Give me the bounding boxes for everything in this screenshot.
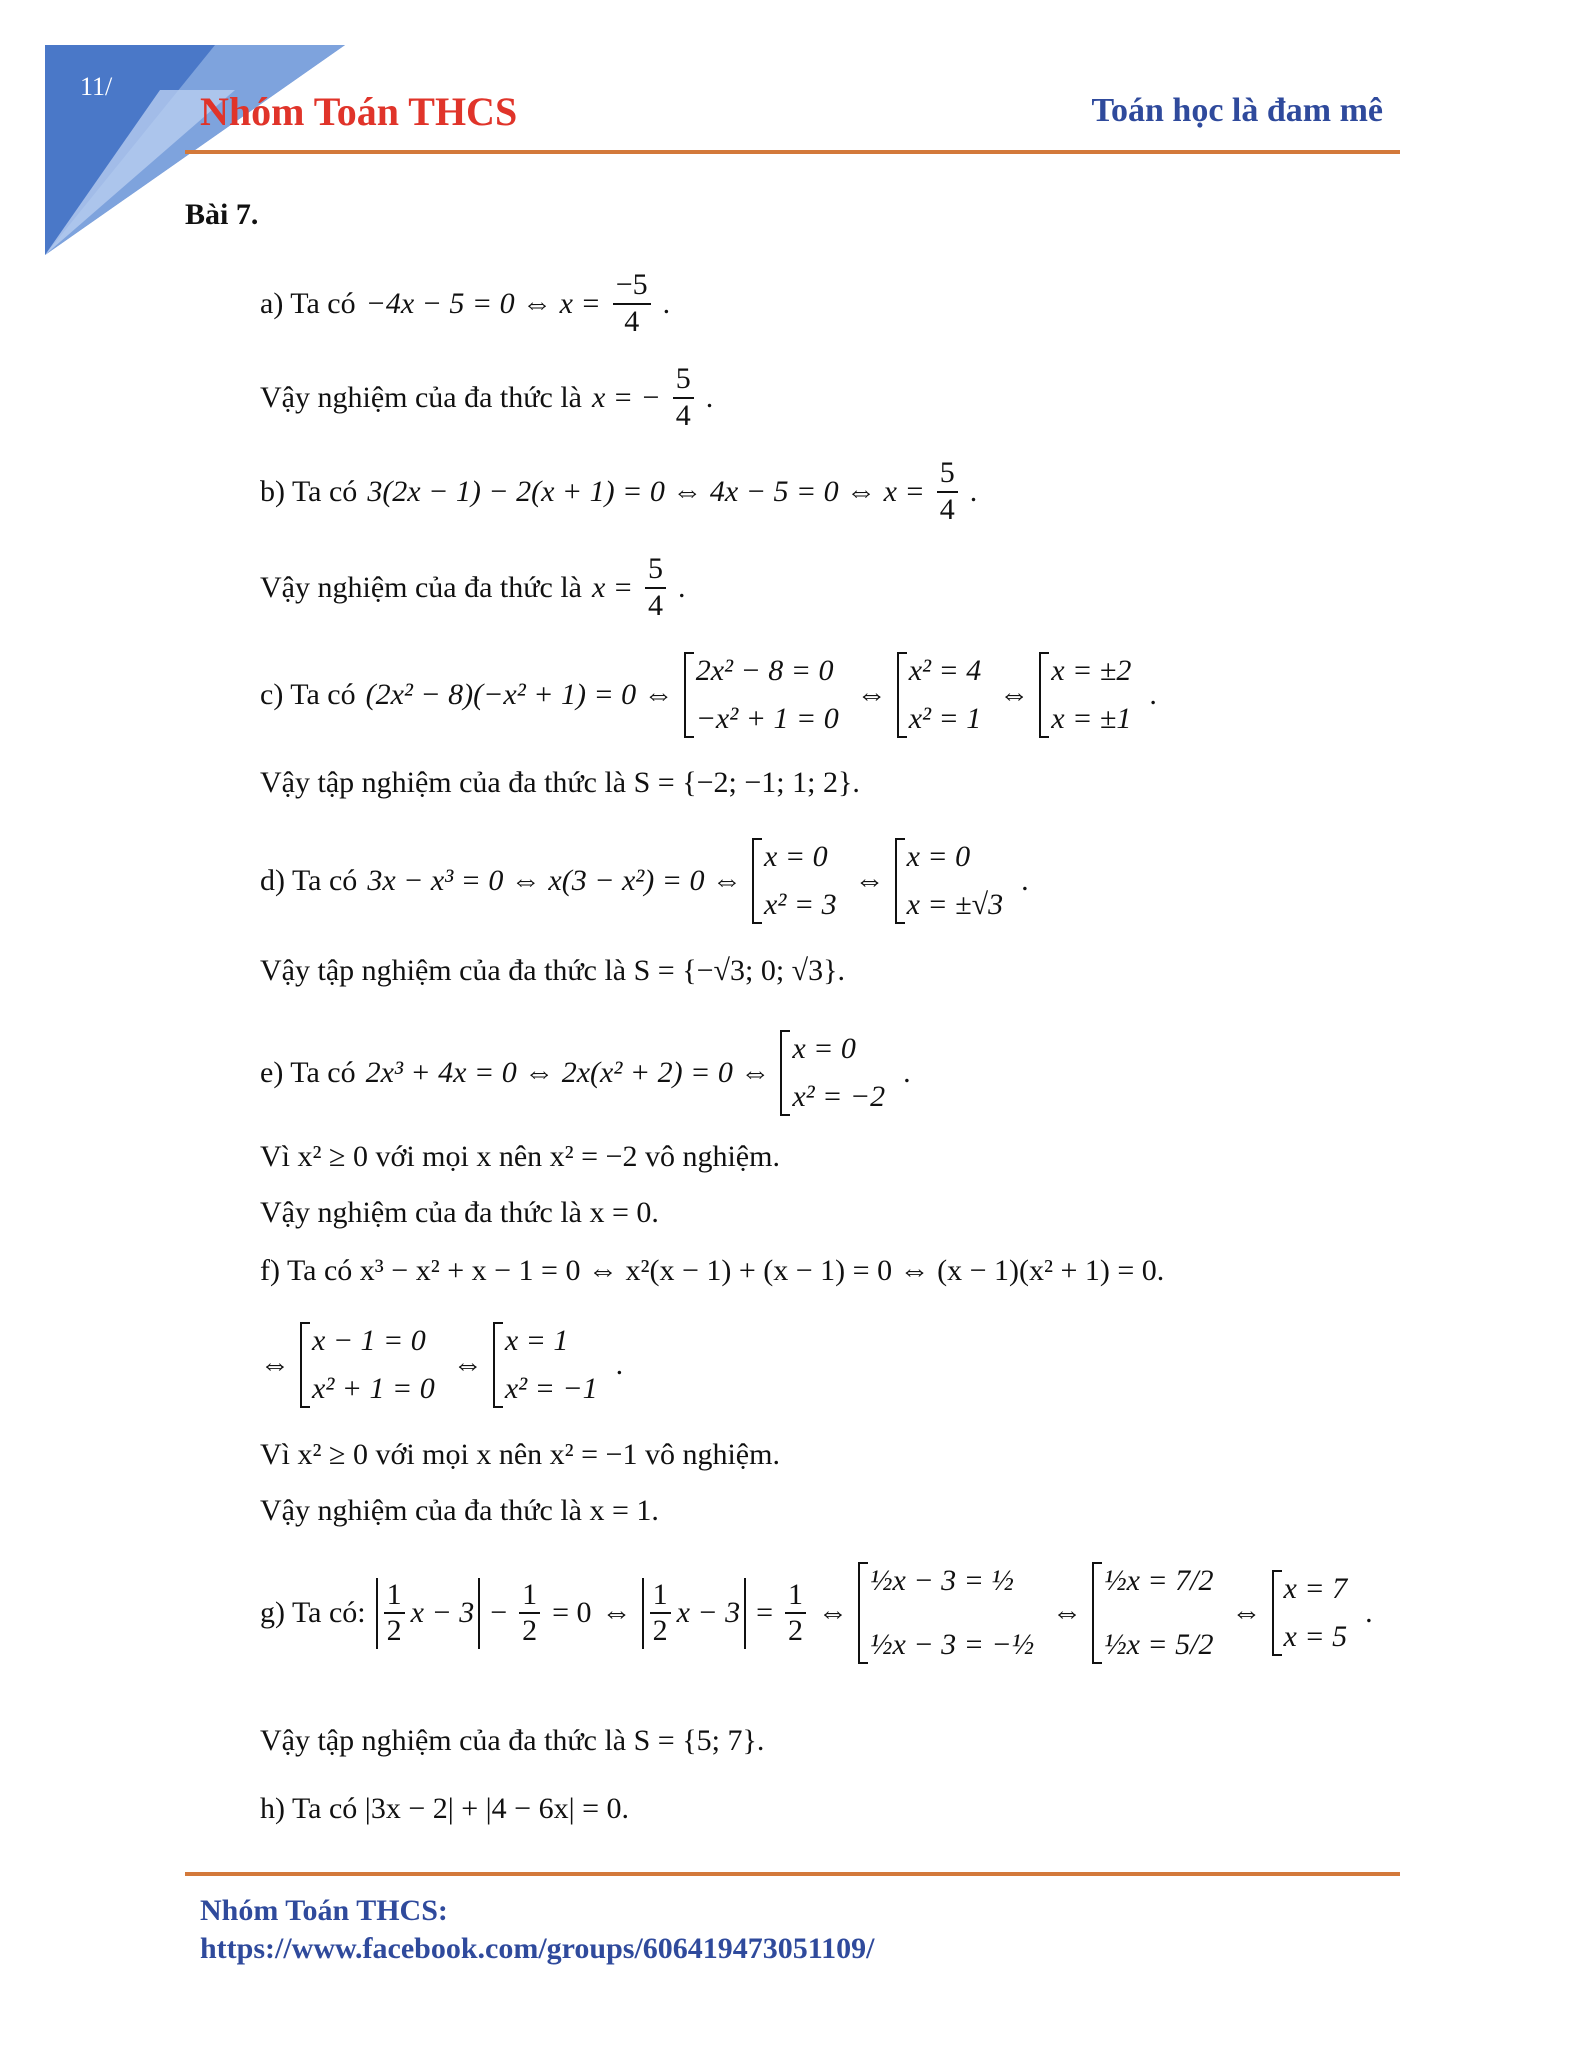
footer-divider bbox=[185, 1872, 1400, 1876]
solution-bracket bbox=[780, 1030, 893, 1116]
absolute-value bbox=[642, 1578, 747, 1649]
period: . bbox=[969, 474, 978, 508]
denominator: 4 bbox=[648, 588, 664, 622]
case-1: x = 0 bbox=[792, 1032, 856, 1065]
period: . bbox=[903, 1056, 911, 1089]
equation: −4x − 5 = 0 ⇔ x = bbox=[365, 286, 601, 320]
header-motto: Toán học là đam mê bbox=[1091, 92, 1383, 129]
footer-group-title: Nhóm Toán THCS: bbox=[200, 1894, 448, 1927]
line-a1 bbox=[260, 268, 670, 339]
numerator: 5 bbox=[673, 362, 694, 399]
line-h1: h) Ta có |3x − 2| + |4 − 6x| = 0. bbox=[260, 1792, 630, 1825]
line-a2 bbox=[260, 362, 713, 433]
solution-bracket bbox=[858, 1562, 1042, 1664]
denominator: 2 bbox=[386, 1614, 402, 1647]
absolute-value bbox=[376, 1578, 481, 1649]
expression: x − 3 bbox=[676, 1596, 741, 1629]
case-2: ½x − 3 = −½ bbox=[870, 1628, 1035, 1661]
equiv-symbol: ⇔ bbox=[1231, 1596, 1262, 1629]
line-e3: Vậy nghiệm của đa thức là x = 0. bbox=[260, 1196, 659, 1229]
fraction bbox=[613, 268, 651, 339]
numerator: 5 bbox=[645, 552, 666, 589]
case-2: x² + 1 = 0 bbox=[312, 1372, 435, 1405]
numerator: 5 bbox=[937, 456, 958, 493]
case-1: x = 1 bbox=[504, 1324, 569, 1357]
numerator: 1 bbox=[519, 1578, 540, 1615]
page-number: 11/ bbox=[80, 72, 113, 101]
line-prefix: a) Ta có bbox=[260, 286, 356, 320]
period: . bbox=[615, 1348, 624, 1381]
line-b2 bbox=[260, 552, 686, 623]
period: . bbox=[678, 570, 686, 604]
case-1: x = 0 bbox=[906, 840, 971, 873]
equiv-symbol: ⇔ bbox=[260, 1348, 290, 1381]
fraction bbox=[673, 362, 694, 433]
line-prefix: b) Ta có bbox=[260, 474, 358, 508]
brand-title: Nhóm Toán THCS bbox=[200, 89, 518, 134]
solution-bracket bbox=[493, 1322, 606, 1408]
case-2: x = 5 bbox=[1283, 1620, 1348, 1653]
line-g2: Vậy tập nghiệm của đa thức là S = {5; 7}. bbox=[260, 1724, 765, 1757]
period: . bbox=[662, 286, 671, 320]
denominator: 4 bbox=[624, 304, 640, 338]
equiv-symbol: ⇔ bbox=[856, 678, 887, 711]
case-1: x = 0 bbox=[764, 840, 828, 873]
period: . bbox=[705, 380, 714, 414]
fraction bbox=[384, 1578, 405, 1649]
fraction bbox=[785, 1578, 806, 1649]
expression: x − 3 bbox=[410, 1596, 475, 1629]
line-e1 bbox=[260, 1030, 911, 1116]
case-2: x² = −1 bbox=[504, 1372, 598, 1405]
equation: 2x³ + 4x = 0 ⇔ 2x(x² + 2) = 0 ⇔ bbox=[365, 1056, 771, 1089]
equation: 3(2x − 1) − 2(x + 1) = 0 ⇔ 4x − 5 = 0 ⇔ x = bbox=[367, 474, 925, 508]
equiv-symbol: ⇔ bbox=[999, 678, 1030, 711]
denominator: 4 bbox=[675, 398, 691, 432]
equation: x = bbox=[591, 570, 634, 604]
equation: 3x − x³ = 0 ⇔ x(3 − x²) = 0 ⇔ bbox=[367, 864, 743, 897]
case-2: −x² + 1 = 0 bbox=[695, 702, 839, 735]
fraction bbox=[650, 1578, 671, 1649]
denominator: 2 bbox=[522, 1614, 538, 1647]
denominator: 2 bbox=[788, 1614, 804, 1647]
line-prefix: g) Ta có: bbox=[260, 1596, 366, 1629]
line-e2: Vì x² ≥ 0 với mọi x nên x² = −2 vô nghiệm. bbox=[260, 1140, 780, 1173]
line-c1 bbox=[260, 652, 1157, 738]
solution-bracket bbox=[1039, 652, 1139, 738]
line-g1 bbox=[260, 1562, 1373, 1664]
line-f3: Vì x² ≥ 0 với mọi x nên x² = −1 vô nghiệm. bbox=[260, 1438, 780, 1471]
period: . bbox=[1365, 1596, 1373, 1629]
line-prefix: c) Ta có bbox=[260, 678, 356, 711]
solution-bracket bbox=[752, 838, 845, 924]
line-prefix: Vậy nghiệm của đa thức là bbox=[260, 380, 582, 414]
equals-sign: = bbox=[756, 1596, 774, 1629]
equiv-symbol: ⇔ bbox=[452, 1348, 483, 1381]
case-2: x = ±1 bbox=[1051, 702, 1132, 735]
footer-group-link[interactable]: https://www.facebook.com/groups/606419473051109/ bbox=[200, 1932, 875, 1965]
equation: (2x² − 8)(−x² + 1) = 0 ⇔ bbox=[365, 678, 674, 711]
line-prefix: Vậy nghiệm của đa thức là bbox=[260, 570, 582, 604]
solution-bracket bbox=[300, 1322, 443, 1408]
denominator: 2 bbox=[652, 1614, 668, 1647]
header-divider bbox=[185, 150, 1400, 154]
solution-bracket bbox=[1272, 1570, 1356, 1656]
fraction bbox=[645, 552, 666, 623]
line-prefix: e) Ta có bbox=[260, 1056, 356, 1089]
case-2: x² = 1 bbox=[908, 702, 982, 735]
case-1: x = 7 bbox=[1283, 1572, 1348, 1605]
numerator: 1 bbox=[650, 1578, 671, 1615]
case-1: ½x − 3 = ½ bbox=[870, 1564, 1014, 1597]
numerator: 1 bbox=[785, 1578, 806, 1615]
fraction bbox=[519, 1578, 540, 1649]
equiv-symbol: ⇔ bbox=[854, 864, 885, 897]
case-1: x − 1 = 0 bbox=[312, 1324, 426, 1357]
equation: x = − bbox=[591, 380, 661, 414]
line-d1 bbox=[260, 838, 1029, 924]
line-f4: Vậy nghiệm của đa thức là x = 1. bbox=[260, 1494, 659, 1527]
case-1: ½x = 7/2 bbox=[1104, 1564, 1214, 1597]
equiv-symbol: ⇔ bbox=[1052, 1596, 1083, 1629]
line-d2: Vậy tập nghiệm của đa thức là S = {−√3; 0; √3}. bbox=[260, 954, 846, 987]
period: . bbox=[1021, 864, 1029, 897]
denominator: 4 bbox=[939, 492, 955, 526]
numerator: −5 bbox=[613, 268, 651, 305]
line-prefix: d) Ta có bbox=[260, 864, 358, 897]
solution-bracket bbox=[897, 652, 990, 738]
case-1: 2x² − 8 = 0 bbox=[695, 654, 834, 687]
line-f2 bbox=[260, 1322, 623, 1408]
case-2: ½x = 5/2 bbox=[1104, 1628, 1214, 1661]
line-f1: f) Ta có x³ − x² + x − 1 = 0 ⇔ x²(x − 1) + (x − 1) = 0 ⇔ (x − 1)(x² + 1) = 0. bbox=[260, 1254, 1165, 1287]
solution-bracket bbox=[895, 838, 1012, 924]
equals-zero: = 0 bbox=[552, 1596, 592, 1629]
line-c2: Vậy tập nghiệm của đa thức là S = {−2; −1; 1; 2}. bbox=[260, 766, 860, 799]
solution-bracket bbox=[1092, 1562, 1221, 1664]
solution-bracket bbox=[684, 652, 847, 738]
fraction bbox=[937, 456, 958, 527]
numerator: 1 bbox=[384, 1578, 405, 1615]
period: . bbox=[1149, 678, 1157, 711]
case-1: x = ±2 bbox=[1051, 654, 1132, 687]
line-b1 bbox=[260, 456, 977, 527]
case-2: x² = −2 bbox=[792, 1080, 886, 1113]
case-1: x² = 4 bbox=[908, 654, 982, 687]
equiv-symbol: ⇔ bbox=[818, 1596, 849, 1629]
exercise-title: Bài 7. bbox=[185, 198, 259, 231]
equiv-symbol: ⇔ bbox=[601, 1596, 632, 1629]
case-2: x² = 3 bbox=[764, 888, 837, 921]
minus-sign: − bbox=[490, 1596, 508, 1629]
case-2: x = ±√3 bbox=[906, 888, 1004, 921]
